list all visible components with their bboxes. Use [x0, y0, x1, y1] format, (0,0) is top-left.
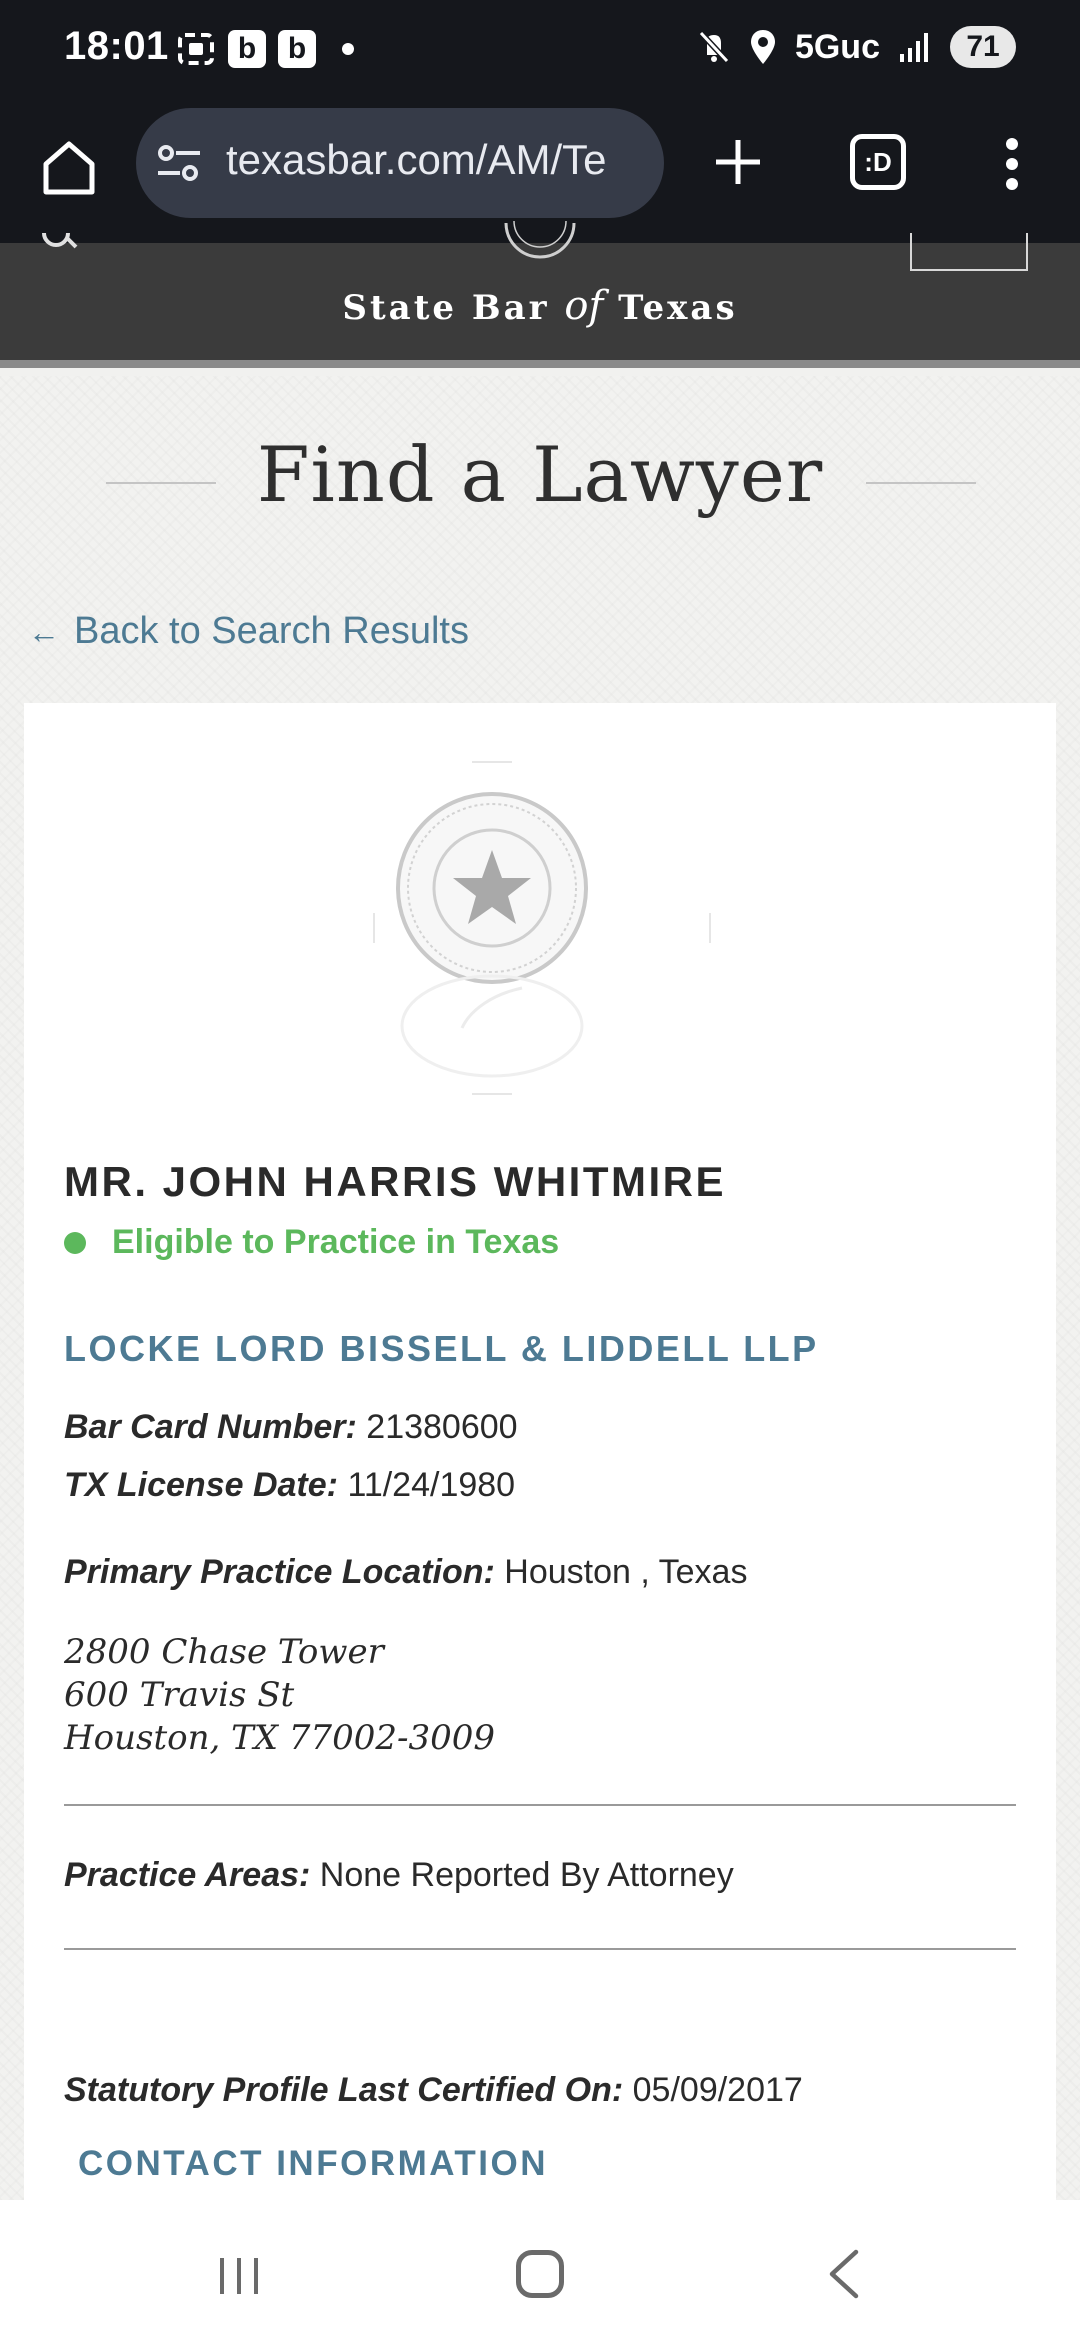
profile-certified-date: Statutory Profile Last Certified On: 05/09/2017: [64, 2071, 803, 2109]
home-icon[interactable]: [38, 136, 100, 198]
battery-level: 71: [950, 26, 1016, 68]
notification-icons: [176, 30, 354, 68]
search-icon[interactable]: [40, 233, 80, 261]
location-icon: [749, 28, 777, 66]
more-vert-icon[interactable]: [1000, 136, 1024, 192]
app-notification-b: b: [278, 30, 316, 68]
site-header: [0, 243, 1080, 368]
screenshot-icon: [176, 31, 216, 67]
mute-icon: [697, 29, 731, 65]
primary-practice-location: Primary Practice Location: Houston , Texas: [64, 1553, 748, 1591]
status-bar: [0, 0, 1080, 98]
address-bar[interactable]: [136, 108, 664, 218]
clock: 18:01: [64, 24, 169, 68]
divider: [64, 1804, 1016, 1806]
site-logo[interactable]: State Bar of Texas: [342, 283, 738, 329]
url-text[interactable]: texasbar.com/AM/Te: [226, 136, 607, 183]
app-notification-b: b: [228, 30, 266, 68]
lawyer-profile-card: [24, 703, 1056, 2203]
divider: [64, 1948, 1016, 1950]
network-type: 5Guc: [794, 27, 880, 66]
seal-icon: [500, 213, 580, 263]
status-dot-icon: [64, 1232, 86, 1254]
profile-photo-seal: [372, 758, 712, 1098]
lawyer-name: MR. JOHN HARRIS WHITMIRE: [64, 1158, 726, 1205]
address-line: Houston, TX 77002-3009: [64, 1718, 495, 1758]
system-icons: [697, 26, 1016, 68]
more-notifications-dot: [342, 43, 354, 55]
back-to-results-link[interactable]: ← Back to Search Results: [28, 610, 469, 652]
firm-name-link[interactable]: LOCKE LORD BISSELL & LIDDELL LLP: [64, 1328, 819, 1369]
address-line: 600 Travis St: [64, 1675, 295, 1715]
menu-button[interactable]: [910, 233, 1028, 271]
back-arrow-icon: ←: [28, 614, 60, 650]
eligibility-status: [64, 1223, 559, 1262]
page-title: Find a Lawyer: [256, 430, 824, 519]
nav-home-icon[interactable]: [516, 2250, 564, 2298]
bar-card-number: Bar Card Number: 21380600: [64, 1408, 518, 1446]
recent-apps-icon[interactable]: [216, 2256, 262, 2296]
title-rule-right: [866, 482, 976, 484]
mailing-address: [64, 1631, 495, 1760]
nav-back-icon[interactable]: [826, 2248, 860, 2300]
practice-areas: Practice Areas: None Reported By Attorney: [64, 1856, 734, 1894]
page-title-row: [0, 430, 1080, 530]
contact-information-heading: CONTACT INFORMATION: [78, 2144, 549, 2183]
signal-icon: [898, 30, 932, 64]
system-navigation-bar: [0, 2200, 1080, 2340]
status-text: Eligible to Practice in Texas: [112, 1223, 560, 1261]
plus-icon[interactable]: [710, 134, 766, 190]
license-date: TX License Date: 11/24/1980: [64, 1466, 516, 1504]
tune-icon[interactable]: [156, 143, 202, 183]
tab-switcher-icon[interactable]: :D: [850, 134, 906, 190]
address-line: 2800 Chase Tower: [64, 1632, 384, 1672]
